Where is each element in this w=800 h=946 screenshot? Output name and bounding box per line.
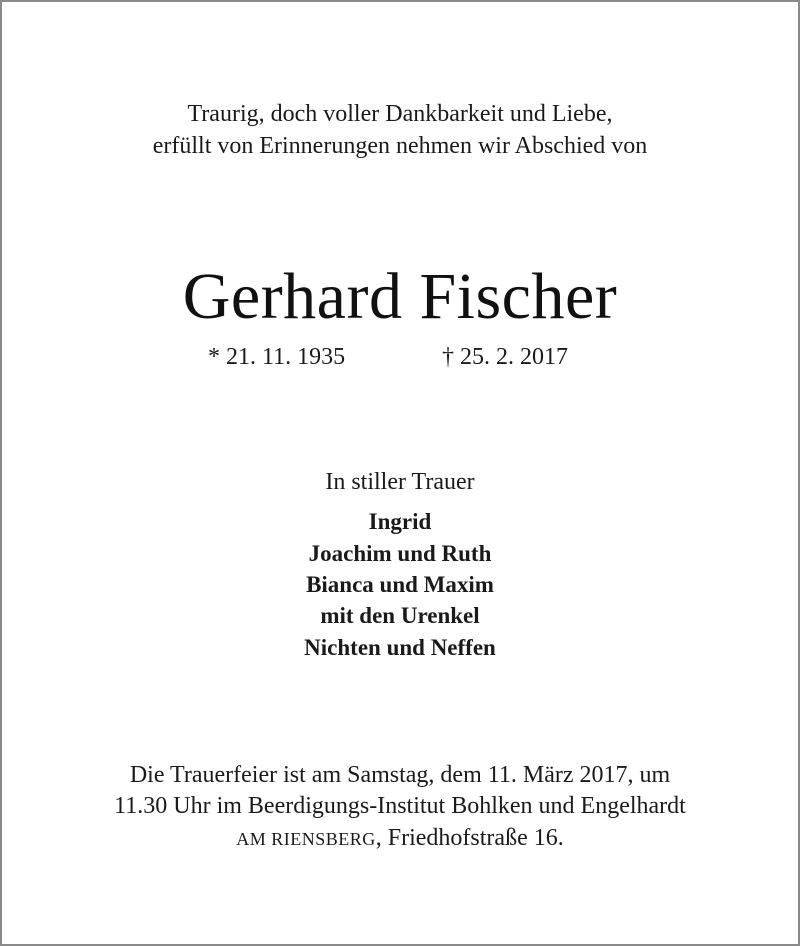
service-line-1: Die Trauerfeier ist am Samstag, dem 11. März 2017, um	[129, 762, 671, 788]
intro-line-2: erfüllt von Erinnerungen nehmen wir Abschied von	[152, 133, 648, 159]
mourner-name: Joachim und Ruth	[308, 541, 492, 566]
life-dates	[2, 342, 798, 372]
deceased-name: Gerhard Fischer	[182, 260, 618, 333]
mourning-intro: In stiller Trauer	[325, 469, 475, 495]
intro-line-1: Traurig, doch voller Dankbarkeit und Liebe,	[187, 101, 613, 127]
venue-address: , Friedhofstraße 16.	[375, 825, 564, 851]
mourner-name: Ingrid	[368, 509, 432, 534]
mourner-name: Nichten und Neffen	[304, 635, 496, 660]
service-line-3	[2, 823, 798, 854]
service-line-2: 11.30 Uhr im Beerdigungs-Institut Bohlken und Engelhardt	[114, 793, 686, 819]
mourner-name: Bianca und Maxim	[306, 572, 494, 597]
mourner-name: mit den Urenkel	[320, 603, 480, 628]
venue-name: AM RIENSBERG	[236, 829, 376, 849]
death-date: † 25. 2. 2017	[442, 344, 568, 370]
birth-date: * 21. 11. 1935	[208, 344, 346, 370]
